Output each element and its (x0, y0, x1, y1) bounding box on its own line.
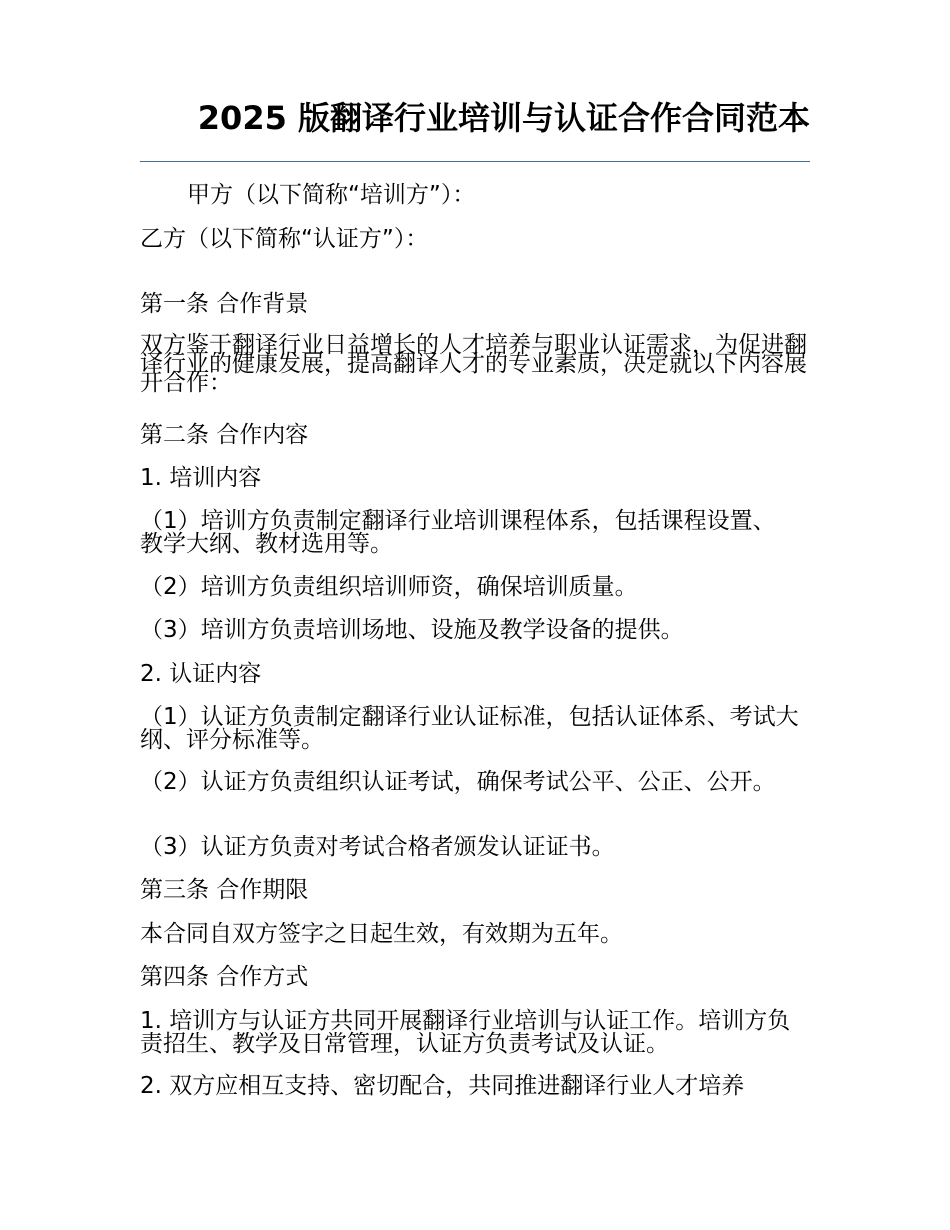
training-item-3: （3）培训方负责培训场地、设施及教学设备的提供。 (140, 617, 684, 643)
article-4-item-2: 2. 双方应相互支持、密切配合，共同推进翻译行业人才培养 (140, 1073, 745, 1099)
article-1-body: 双方鉴于翻译行业日益增长的人才培养与职业认证需求，为促进翻译行业的健康发展，提高翻译人才的专业素质，决定就以下内容展开合作： (140, 332, 807, 396)
article-3-body: 本合同自双方签字之日起生效，有效期为五年。 (140, 921, 623, 947)
article-2-heading: 第二条 合作内容 (140, 422, 309, 448)
title-divider (140, 161, 810, 162)
party-b-line: 乙方（以下简称“认证方”）： (140, 226, 429, 252)
article-3-heading: 第三条 合作期限 (140, 877, 309, 903)
training-item-1: （1）培训方负责制定翻译行业培训课程体系，包括课程设置、教学大纲、教材选用等。 (140, 508, 776, 557)
certification-heading: 2. 认证内容 (140, 661, 262, 687)
certification-item-3: （3）认证方负责对考试合格者颁发认证证书。 (140, 834, 615, 860)
certification-item-2: （2）认证方负责组织认证考试，确保考试公平、公正、公开。 (140, 769, 776, 795)
certification-item-1: （1）认证方负责制定翻译行业认证标准，包括认证体系、考试大纲、评分标准等。 (140, 704, 799, 753)
training-item-2: （2）培训方负责组织培训师资，确保培训质量。 (140, 574, 638, 600)
training-heading: 1. 培训内容 (140, 465, 262, 491)
document-title: 2025 版翻译行业培训与认证合作合同范本 (197, 99, 810, 137)
article-4-heading: 第四条 合作方式 (140, 964, 309, 990)
article-1-heading: 第一条 合作背景 (140, 291, 309, 317)
party-a-line: 甲方（以下简称“培训方”）： (187, 182, 476, 208)
article-4-item-1: 1. 培训方与认证方共同开展翻译行业培训与认证工作。培训方负责招生、教学及日常管理，认证方负责考试及认证。 (140, 1008, 791, 1057)
